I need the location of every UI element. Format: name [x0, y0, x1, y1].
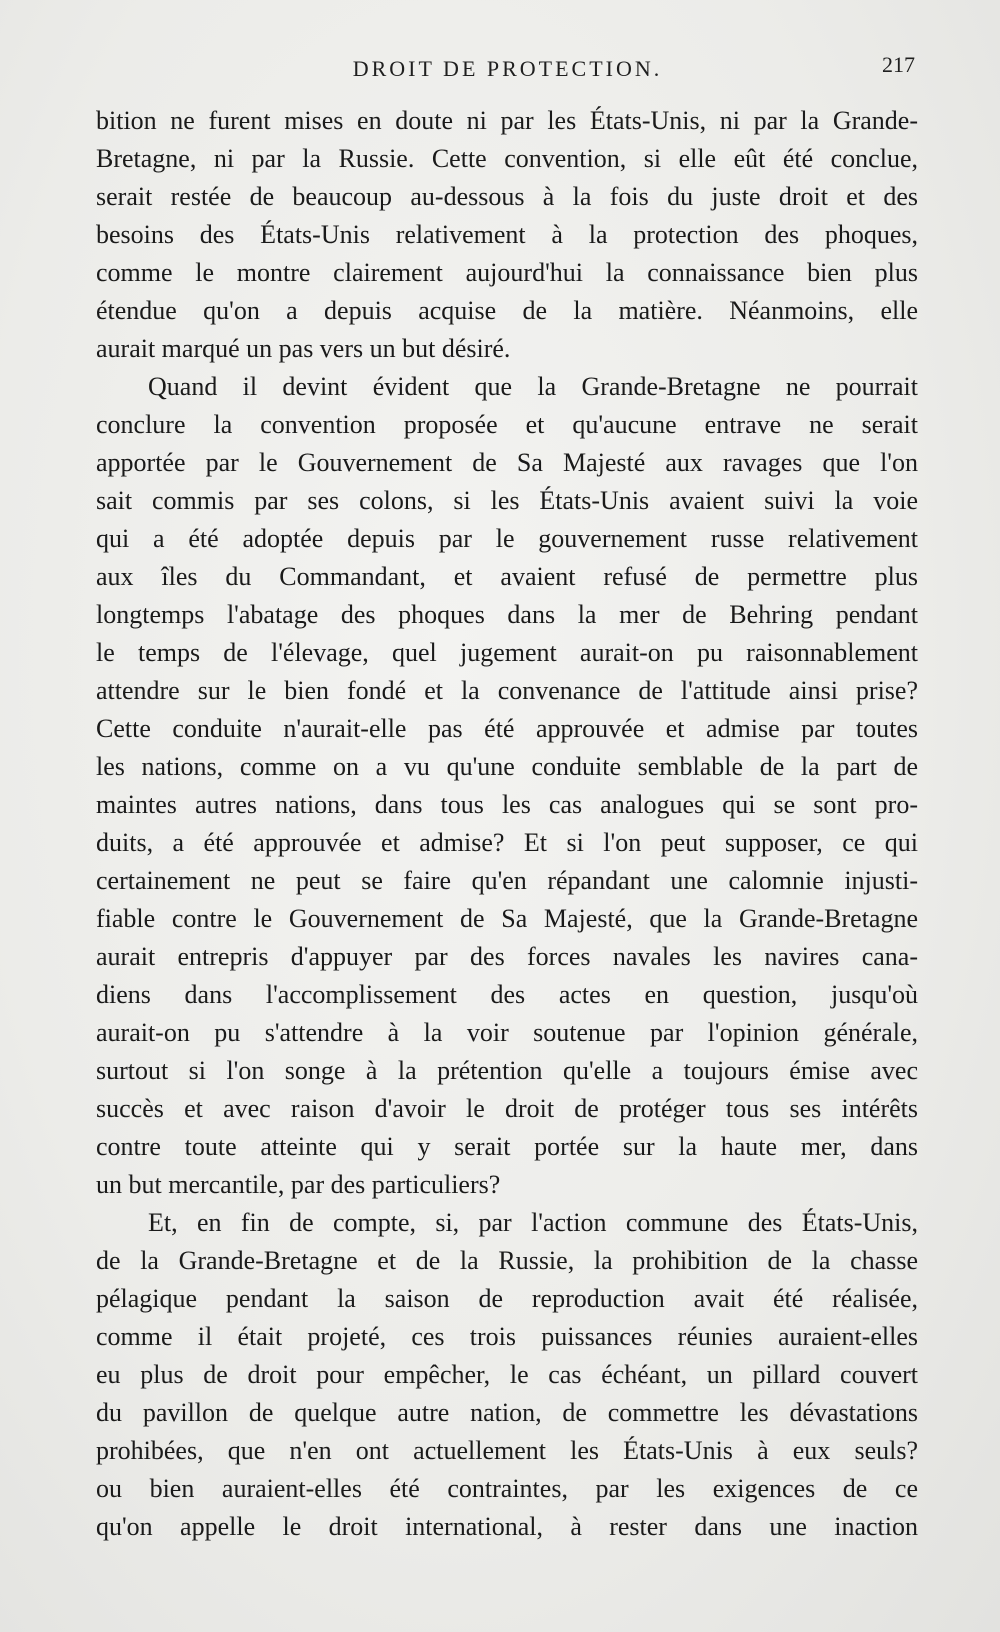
body-text	[96, 102, 918, 1546]
text-line: étendue qu'on a depuis acquise de la matière. Néanmoins, elle	[96, 296, 918, 325]
text-line: Bretagne, ni par la Russie. Cette convention, si elle eût été conclue,	[96, 144, 918, 173]
text-line: bition ne furent mises en doute ni par les États-Unis, ni par la Grande-	[96, 106, 918, 135]
text-line: un but mercantile, par des particuliers?	[96, 1170, 501, 1199]
running-title: DROIT DE PROTECTION.	[352, 56, 663, 81]
text-line: serait restée de beaucoup au-dessous à la fois du juste droit et des	[96, 182, 918, 211]
text-line: maintes autres nations, dans tous les cas analogues qui se sont pro-	[96, 790, 918, 819]
text-line: Cette conduite n'aurait-elle pas été approuvée et admise par toutes	[96, 714, 918, 743]
text-line: prohibées, que n'en ont actuellement les États-Unis à eux seuls?	[96, 1436, 918, 1465]
text-line: Et, en fin de compte, si, par l'action commune des États-Unis,	[148, 1208, 918, 1237]
text-line: aurait-on pu s'attendre à la voir soutenue par l'opinion générale,	[96, 1018, 918, 1047]
text-line: apportée par le Gouvernement de Sa Majesté aux ravages que l'on	[96, 448, 918, 477]
text-line: diens dans l'accomplissement des actes en question, jusqu'où	[96, 980, 918, 1009]
text-line: comme il était projeté, ces trois puissances réunies auraient-elles	[96, 1322, 918, 1351]
text-line: aux îles du Commandant, et avaient refusé de permettre plus	[96, 562, 918, 591]
text-line: ou bien auraient-elles été contraintes, par les exigences de ce	[96, 1474, 918, 1503]
text-line: du pavillon de quelque autre nation, de commettre les dévastations	[96, 1398, 918, 1427]
text-line: eu plus de droit pour empêcher, le cas échéant, un pillard couvert	[96, 1360, 918, 1389]
text-line: aurait entrepris d'appuyer par des forces navales les navires cana-	[96, 942, 918, 971]
text-line: longtemps l'abatage des phoques dans la mer de Behring pendant	[96, 600, 918, 629]
text-line: contre toute atteinte qui y serait portée sur la haute mer, dans	[96, 1132, 918, 1161]
text-line: les nations, comme on a vu qu'une conduite semblable de la part de	[96, 752, 918, 781]
text-line: conclure la convention proposée et qu'aucune entrave ne serait	[96, 410, 918, 439]
text-line: attendre sur le bien fondé et la convenance de l'attitude ainsi prise?	[96, 676, 918, 705]
text-line: qui a été adoptée depuis par le gouvernement russe relativement	[96, 524, 918, 553]
text-line: de la Grande-Bretagne et de la Russie, la prohibition de la chasse	[96, 1246, 918, 1275]
page-number: 217	[882, 52, 915, 77]
text-line: qu'on appelle le droit international, à rester dans une inaction	[96, 1512, 918, 1541]
text-line: fiable contre le Gouvernement de Sa Majesté, que la Grande-Bretagne	[96, 904, 918, 933]
text-line: succès et avec raison d'avoir le droit de protéger tous ses intérêts	[96, 1094, 918, 1123]
text-line: surtout si l'on songe à la prétention qu'elle a toujours émise avec	[96, 1056, 918, 1085]
text-line: aurait marqué un pas vers un but désiré.	[96, 334, 511, 363]
page-header	[100, 52, 915, 90]
text-line: certainement ne peut se faire qu'en répandant une calomnie injusti-	[96, 866, 918, 895]
text-line: besoins des États-Unis relativement à la protection des phoques,	[96, 220, 918, 249]
text-line: duits, a été approuvée et admise? Et si l'on peut supposer, ce qui	[96, 828, 918, 857]
text-line: comme le montre clairement aujourd'hui la connaissance bien plus	[96, 258, 918, 287]
text-line: Quand il devint évident que la Grande-Bretagne ne pourrait	[148, 372, 918, 401]
text-line: pélagique pendant la saison de reproduction avait été réalisée,	[96, 1284, 918, 1313]
text-line: le temps de l'élevage, quel jugement aurait-on pu raisonnablement	[96, 638, 918, 667]
text-line: sait commis par ses colons, si les États-Unis avaient suivi la voie	[96, 486, 918, 515]
